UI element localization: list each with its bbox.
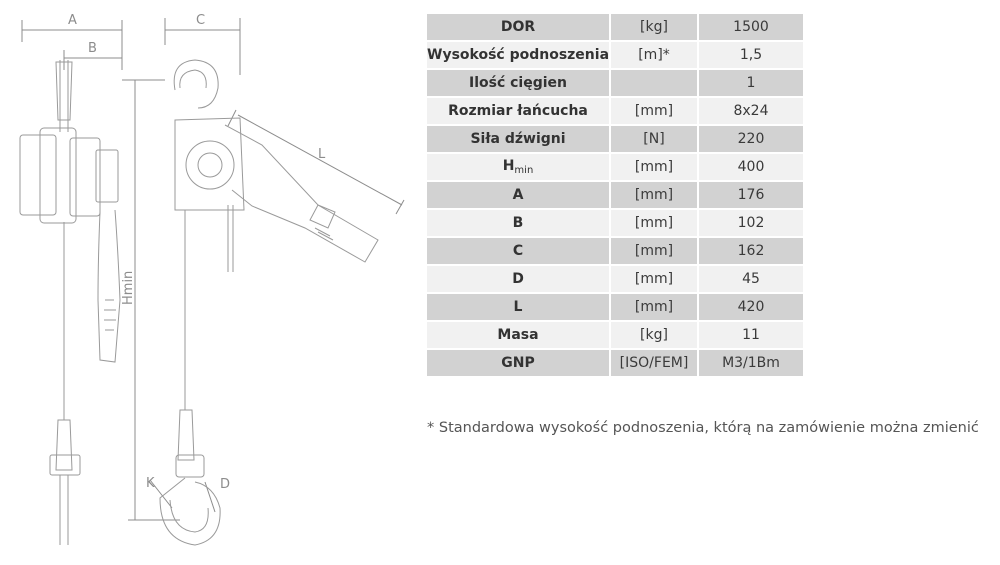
row-name-h: H: [502, 158, 515, 174]
row-unit: [ISO/FEM]: [611, 350, 699, 376]
table-row: [427, 238, 803, 264]
row-unit: [mm]: [611, 182, 699, 208]
row-name: GNP: [427, 350, 611, 376]
row-name: D: [427, 266, 611, 292]
table-row: [427, 266, 803, 292]
row-name: L: [427, 294, 611, 320]
table-row: [427, 154, 803, 180]
row-name: A: [427, 182, 611, 208]
row-unit: [mm]: [611, 210, 699, 236]
table-row: [427, 210, 803, 236]
lever-hoist-technical-drawing: [0, 0, 420, 565]
row-unit: [kg]: [611, 322, 699, 348]
dimension-a-label: A: [68, 13, 77, 28]
row-unit: [mm]: [611, 266, 699, 292]
table-row: [427, 42, 803, 68]
row-value: 400: [699, 154, 803, 180]
row-value: 1,5: [699, 42, 803, 68]
row-name-subscript: min: [514, 165, 534, 176]
row-name: Wysokość podnoszenia: [427, 42, 611, 68]
row-name: Ilość cięgien: [427, 70, 611, 96]
row-unit: [mm]: [611, 154, 699, 180]
row-unit: [mm]: [611, 294, 699, 320]
dimension-b-label: B: [88, 41, 97, 56]
table-row: [427, 350, 803, 376]
row-value: 11: [699, 322, 803, 348]
dimension-c-label: C: [196, 13, 206, 28]
row-unit: [mm]: [611, 238, 699, 264]
table-row: [427, 294, 803, 320]
table-row: [427, 182, 803, 208]
row-value: 176: [699, 182, 803, 208]
row-value: M3/1Bm: [699, 350, 803, 376]
row-unit: [m]*: [611, 42, 699, 68]
row-name: C: [427, 238, 611, 264]
row-value: 1500: [699, 14, 803, 40]
row-value: 102: [699, 210, 803, 236]
row-value: 45: [699, 266, 803, 292]
row-name: Rozmiar łańcucha: [427, 98, 611, 124]
row-name: DOR: [427, 14, 611, 40]
row-name: B: [427, 210, 611, 236]
dimension-l-label: L: [318, 147, 326, 162]
table-row: [427, 322, 803, 348]
table-row: [427, 98, 803, 124]
row-value: 162: [699, 238, 803, 264]
row-value: 1: [699, 70, 803, 96]
table-row: [427, 70, 803, 96]
row-unit: [kg]: [611, 14, 699, 40]
row-value: 8x24: [699, 98, 803, 124]
row-unit: [mm]: [611, 98, 699, 124]
row-unit: [611, 70, 699, 96]
footnote: * Standardowa wysokość podnoszenia, którą na zamówienie można zmienić: [427, 420, 979, 436]
table-row: [427, 126, 803, 152]
spec-table: [427, 12, 803, 378]
dimension-d-label: D: [220, 477, 231, 492]
row-name-hmin: [427, 154, 611, 180]
row-value: 420: [699, 294, 803, 320]
row-value: 220: [699, 126, 803, 152]
table-row: [427, 14, 803, 40]
row-unit: [N]: [611, 126, 699, 152]
dimension-hmin-label: Hmin: [121, 270, 136, 305]
row-name: Masa: [427, 322, 611, 348]
row-name: Siła dźwigni: [427, 126, 611, 152]
dimension-k-label: K: [146, 476, 155, 491]
